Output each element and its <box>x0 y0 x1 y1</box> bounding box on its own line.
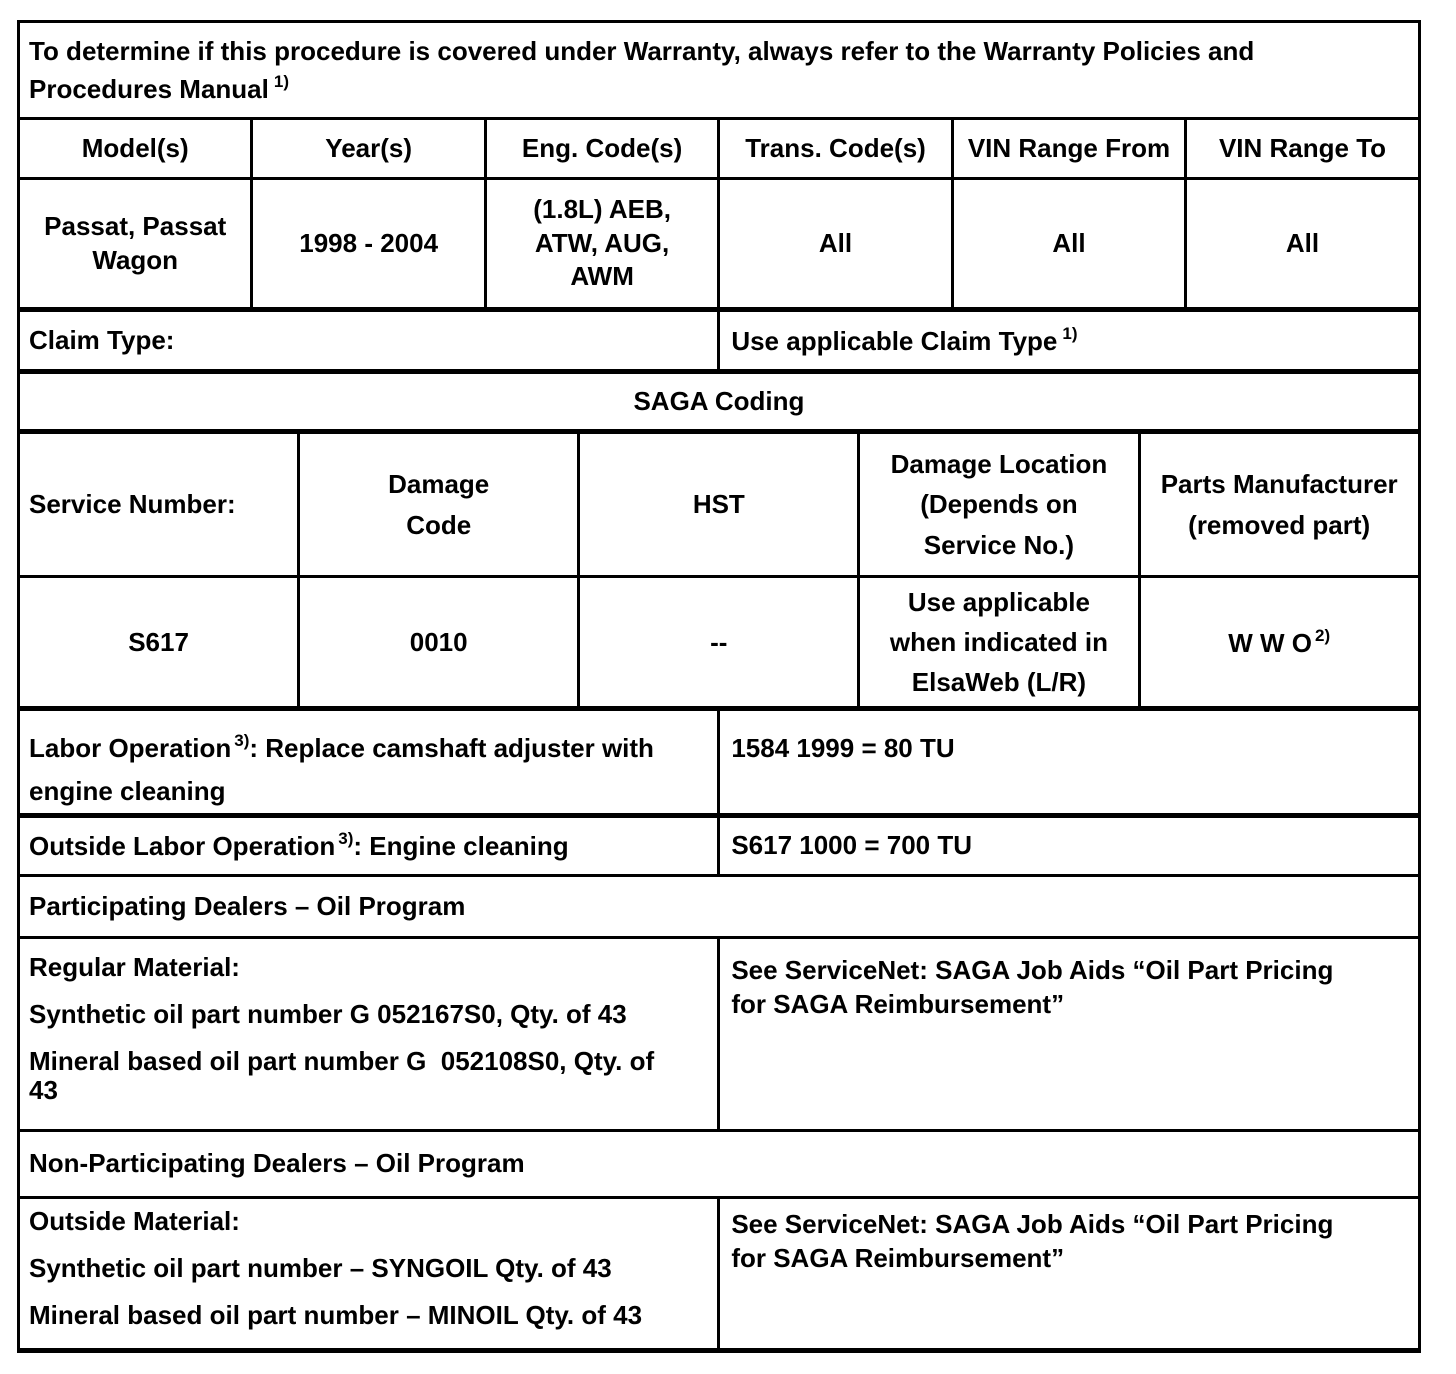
cell-years: 1998 - 2004 <box>252 179 485 310</box>
regular-material-cell <box>19 937 719 1130</box>
footnote-ref-2: 2) <box>1315 625 1331 645</box>
warranty-note <box>19 22 1420 119</box>
claim-type-label: Claim Type: <box>19 310 719 372</box>
saga-header-row <box>19 432 1420 577</box>
cell-models: Passat, Passat Wagon <box>19 179 252 310</box>
labor-operation-row <box>19 709 1420 816</box>
footnote-ref-3: 3) <box>234 731 250 750</box>
regular-material-row <box>19 937 1420 1130</box>
saga-data-row <box>19 577 1420 709</box>
outside-material-row <box>19 1197 1420 1350</box>
non-participating-dealers-row <box>19 1130 1420 1197</box>
header-damage-code: Damage Code <box>299 432 579 577</box>
cell-damage-location: Use applicable when indicated in ElsaWeb (L/R) <box>859 577 1139 709</box>
warranty-table <box>17 20 1421 1353</box>
cell-parts-manufacturer: W W O $^{2)}$ <box>1139 577 1419 709</box>
participating-dealers-row <box>19 875 1420 937</box>
cell-vin-from: All <box>952 179 1185 310</box>
footnote-ref-1: 1) <box>273 71 289 91</box>
header-hst: HST <box>579 432 859 577</box>
intro-row <box>19 22 1420 119</box>
mineral-oil-part: Mineral based oil part number G 052108S0, Qty. of 43 <box>29 1046 655 1106</box>
outside-labor-operation-label: Outside Labor Operation $^{3)}$: Engine cleaning <box>19 815 719 875</box>
cell-vin-to: All <box>1186 179 1420 310</box>
header-models: Model(s) <box>19 119 252 179</box>
outside-labor-operation-row <box>19 815 1420 875</box>
warranty-note-line1: To determine if this procedure is covered under Warranty, always refer to the Warranty Policies and <box>29 36 1255 67</box>
vehicle-data-row <box>19 179 1420 310</box>
footnote-ref-3: 3) <box>338 829 354 849</box>
header-eng-codes: Eng. Code(s) <box>485 119 718 179</box>
header-damage-location: Damage Location (Depends on Service No.) <box>859 432 1139 577</box>
claim-type-row <box>19 310 1420 372</box>
outside-material-cell <box>19 1197 719 1350</box>
cell-hst: -- <box>579 577 859 709</box>
cell-service-number: S617 <box>19 577 299 709</box>
footnote-ref-1: 1) <box>1062 324 1078 343</box>
warranty-note-line2: Procedures Manual $^{1)}$ <box>29 71 289 104</box>
regular-material-label: Regular Material: <box>29 951 240 982</box>
outside-synthetic-oil-part: Synthetic oil part number – SYNGOIL Qty. of 43 <box>29 1252 612 1283</box>
labor-operation-value: 1584 1999 = 80 TU <box>719 709 1420 816</box>
outside-labor-operation-value: S617 1000 = 700 TU <box>719 815 1420 875</box>
saga-coding-title: SAGA Coding <box>19 372 1420 432</box>
vehicle-header-row <box>19 119 1420 179</box>
non-participating-dealers-title: Non-Participating Dealers – Oil Program <box>19 1130 1420 1197</box>
outside-mineral-oil-part: Mineral based oil part number – MINOIL Qty. of 43 <box>29 1300 643 1330</box>
header-trans-codes: Trans. Code(s) <box>719 119 952 179</box>
header-vin-to: VIN Range To <box>1186 119 1420 179</box>
claim-type-value: Use applicable Claim Type $^{1)}$ <box>719 310 1420 372</box>
cell-trans-codes: All <box>719 179 952 310</box>
servicenet-note: See ServiceNet: SAGA Job Aids “Oil Part Pricing for SAGA Reimbursement” <box>719 1197 1420 1350</box>
cell-damage-code: 0010 <box>299 577 579 709</box>
header-service-number: Service Number: <box>19 432 299 577</box>
header-years: Year(s) <box>252 119 485 179</box>
header-parts-manufacturer: Parts Manufacturer (removed part) <box>1139 432 1419 577</box>
header-vin-from: VIN Range From <box>952 119 1185 179</box>
saga-title-row <box>19 372 1420 432</box>
participating-dealers-title: Participating Dealers – Oil Program <box>19 875 1420 937</box>
cell-eng-codes: (1.8L) AEB, ATW, AUG, AWM <box>485 179 718 310</box>
outside-material-label: Outside Material: <box>29 1205 240 1236</box>
labor-operation-label: Labor Operation $^{3)}$: Replace camshaft adjuster with engine cleaning <box>19 709 719 816</box>
servicenet-note: See ServiceNet: SAGA Job Aids “Oil Part Pricing for SAGA Reimbursement” <box>719 937 1420 1130</box>
synthetic-oil-part: Synthetic oil part number G 052167S0, Qty. of 43 <box>29 998 627 1029</box>
